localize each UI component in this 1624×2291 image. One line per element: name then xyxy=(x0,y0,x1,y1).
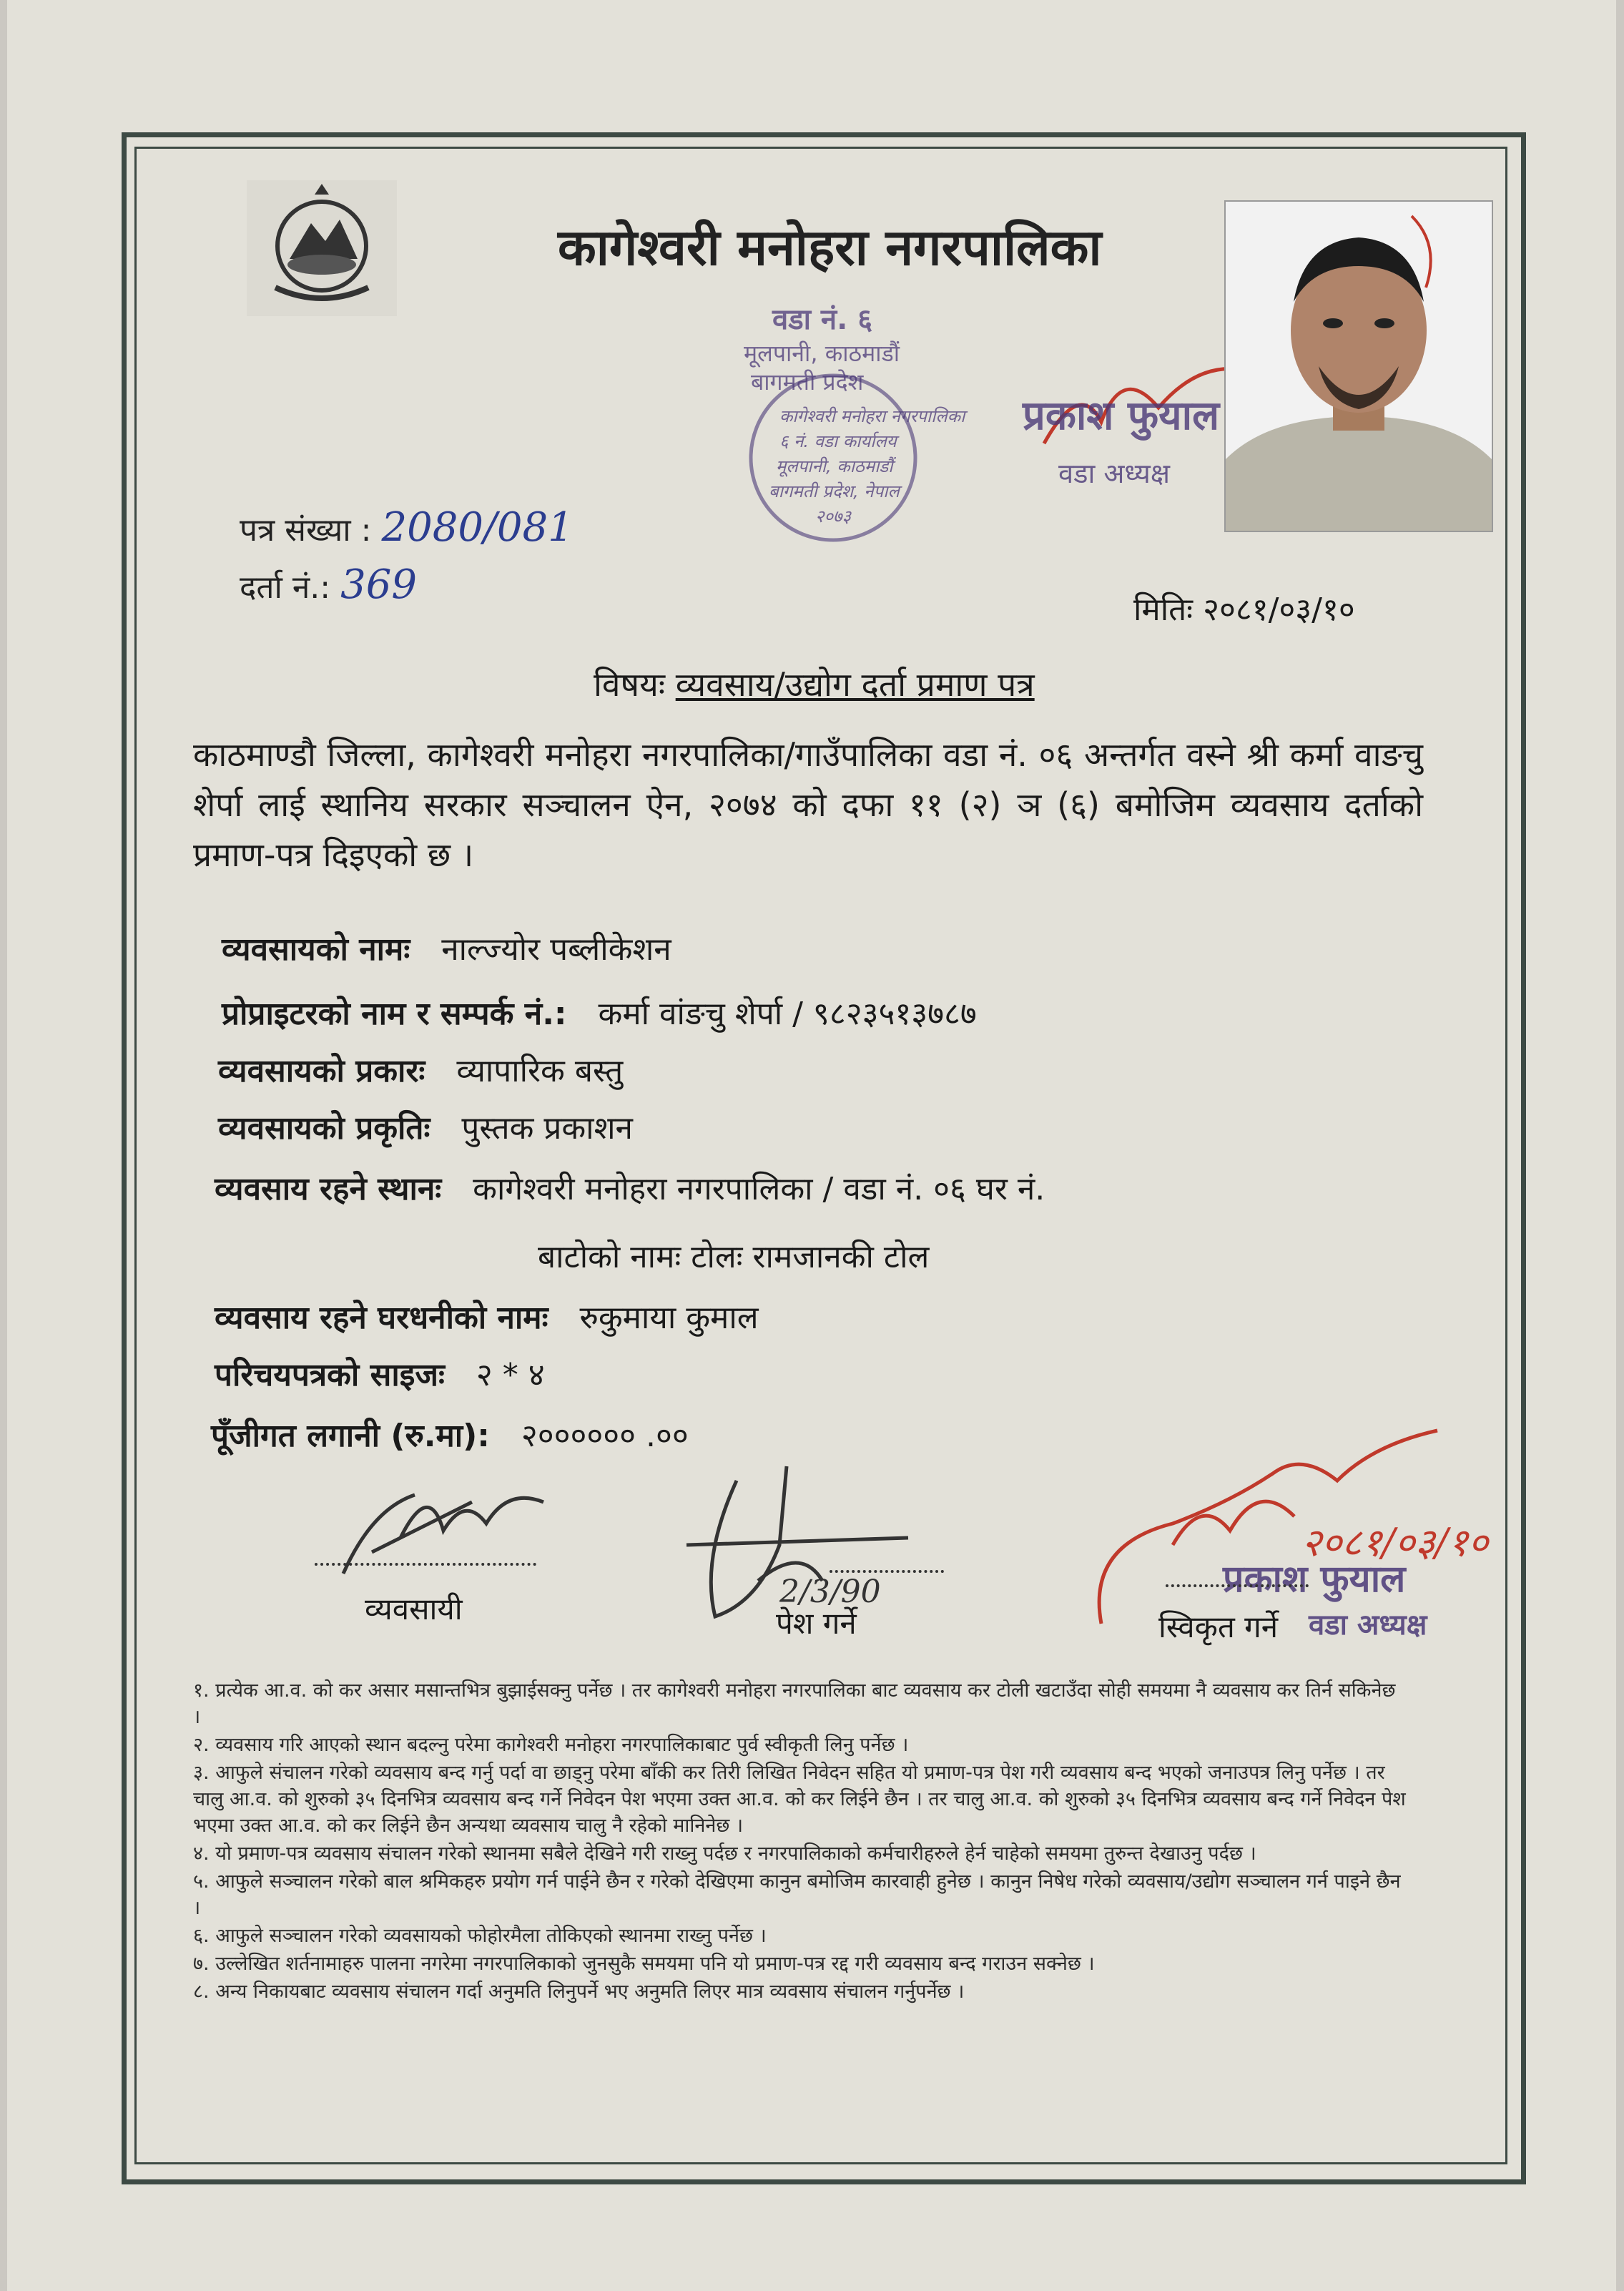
subject-line xyxy=(594,662,1035,706)
business-owner-label: व्यवसायी xyxy=(365,1591,463,1627)
stamp-ward-line-3: बागमती प्रदेश xyxy=(751,368,864,396)
field-landlord xyxy=(215,1295,759,1338)
business-type-label: व्यवसायको प्रकारः xyxy=(218,1053,425,1089)
owner-photo xyxy=(1226,202,1492,531)
field-location xyxy=(215,1166,1045,1209)
proprietor-label: प्रोप्राइटरको नाम र सम्पर्क नं.: xyxy=(222,996,567,1032)
business-name-value: नाल्ज्योर पब्लीकेशन xyxy=(441,931,671,968)
preparer-line xyxy=(830,1570,944,1573)
business-owner-signature xyxy=(329,1452,572,1588)
seal-line-5: २०७३ xyxy=(815,506,851,526)
nepal-emblem-icon xyxy=(247,180,397,316)
registration-number-value: 369 xyxy=(340,561,417,608)
photo-frame xyxy=(1224,200,1493,532)
letter-number-value: 2080/081 xyxy=(381,504,574,551)
letter-number xyxy=(240,504,574,551)
business-nature-value: पुस्तक प्रकाशन xyxy=(461,1110,633,1147)
issue-date-label: मितिः xyxy=(1133,592,1194,628)
seal-line-2: ६ नं. वडा कार्यालय xyxy=(779,431,897,451)
location-value-2: बाटोको नामः टोलः रामजानकी टोल xyxy=(538,1239,930,1275)
registration-number xyxy=(240,561,417,608)
field-business-nature xyxy=(218,1105,633,1148)
proprietor-value: कर्मा वांङचु शेर्पा / ९८२३५१३७८७ xyxy=(598,996,977,1032)
note-item: ३. आफुले संचालन गरेको व्यवसाय बन्द गर्नु पर्दा वा छाड्नु परेमा बाँकी कर तिरी लिखित निवेदन सहित यो प्रमाण-पत्र पेश गरी व्यवसाय बन्द भएको जनाउपत्र लिनु पर्नेछ । तर चालु आ.व. को शुरुको ३५ दिनभित्र व्यवसाय बन्द गर्ने निवेदन पेश भएमा उक्त आ.व. को कर लिईने छैन । तर चालु आ.व. को शुरुको ३५ दिनभित्र व्यवसाय बन्द गर्ने निवेदन पेश भएमा उक्त आ.व. को कर लिईने छैन अन्यथा व्यवसाय चालु नै रहेको मानिनेछ । xyxy=(193,1762,1406,1837)
landlord-label: व्यवसाय रहने घरधनीको नामः xyxy=(215,1300,548,1336)
field-business-type xyxy=(218,1048,623,1091)
note-item: २. व्यवसाय गरि आएको स्थान बदल्नु परेमा कागेश्वरी मनोहरा नगरपालिकाबाट पुर्व स्वीकृती लिनु पर्नेछ । xyxy=(193,1734,909,1756)
stamp-chair-name: प्रकाश फुयाल xyxy=(1023,393,1220,439)
seal-line-1: कागेश्वरी मनोहरा नगरपालिका xyxy=(779,406,965,426)
approver-date: २०८१/०३/१० xyxy=(1301,1520,1489,1565)
field-street xyxy=(538,1234,929,1277)
subject-value: व्यवसाय/उद्योग दर्ता प्रमाण पत्र xyxy=(675,665,1035,704)
business-owner-line xyxy=(315,1563,536,1566)
field-capital xyxy=(211,1413,689,1456)
preparer-label: पेश गर्ने xyxy=(776,1606,857,1641)
business-name-label: व्यवसायको नामः xyxy=(222,931,410,968)
subject-label: विषयः xyxy=(594,665,666,704)
approver-signature xyxy=(1087,1423,1530,1652)
id-size-label: परिचयपत्रको साइजः xyxy=(215,1357,445,1393)
note-item: ५. आफुले सञ्चालन गरेको बाल श्रमिकहरु प्रयोग गर्न पाईने छैन र गरेको देखिएमा कानुन बमोजिम कारवाही हुनेछ । कानुन निषेध गरेको व्यवसाय/उद्योग सञ्चालन गर्न पाइने छैन । xyxy=(193,1870,1401,1919)
ward-office-stamp xyxy=(715,293,1001,565)
field-proprietor xyxy=(222,991,977,1034)
business-type-value: व्यापारिक बस्तु xyxy=(456,1053,624,1089)
location-label: व्यवसाय रहने स्थानः xyxy=(215,1171,442,1207)
issue-date xyxy=(1133,587,1355,629)
stamp-ward-line-2: मूलपानी, काठमाडौं xyxy=(744,340,900,367)
landlord-value: रुकुमाया कुमाल xyxy=(579,1300,759,1336)
location-value: कागेश्वरी मनोहरा नगरपालिका / वडा नं. ०६ घर नं. xyxy=(473,1171,1045,1207)
seal-line-3: मूलपानी, काठमाडौं xyxy=(776,456,893,476)
approver-label: स्विकृत गर्ने xyxy=(1158,1609,1279,1644)
stamp-chair-title: वडा अध्यक्ष xyxy=(1058,458,1170,489)
id-size-value: २ * ४ xyxy=(476,1357,545,1393)
stamp-ward-line-1: वडा नं. ६ xyxy=(772,303,873,336)
seal-line-4: बागमती प्रदेश, नेपाल xyxy=(769,481,900,501)
capital-label: पूँजीगत लगानी (रु.मा): xyxy=(211,1418,490,1454)
conditions-notes xyxy=(193,1677,1409,2006)
preparer-date: 2/3/90 xyxy=(779,1574,881,1610)
capital-value: २०००००० .०० xyxy=(521,1418,689,1454)
field-id-size xyxy=(215,1352,545,1395)
note-item: ८. अन्य निकायबाट व्यवसाय संचालन गर्दा अनुमति लिनुपर्ने भए अनुमति लिएर मात्र व्यवसाय संचालन गर्नुपर्नेछ । xyxy=(193,1981,965,2003)
issue-date-value: २०८१/०३/१० xyxy=(1203,592,1355,628)
note-item: ४. यो प्रमाण-पत्र व्यवसाय संचालन गरेको स्थानमा सबैले देखिने गरी राख्नु पर्दछ र नगरपालिकाको कर्मचारीहरुले हेर्न चाहेको समयमा तुरुन्त देखाउनु पर्दछ । xyxy=(193,1843,1256,1865)
note-item: १. प्रत्येक आ.व. को कर असार मसान्तभित्र बुझाईसक्नु पर्नेछ । तर कागेश्वरी मनोहरा नगरपालिका बाट व्यवसाय कर टोली खटाउँदा सोही समयमा नै व्यवसाय कर तिर्न सकिनेछ । xyxy=(193,1679,1396,1728)
note-item: ७. उल्लेखित शर्तनामाहरु पालना नगरेमा नगरपालिकाको जुनसुकै समयमा पनि यो प्रमाण-पत्र रद्द गरी व्यवसाय बन्द गराउन सक्नेछ । xyxy=(193,1953,1095,1975)
note-item: ६. आफुले सञ्चालन गरेको व्यवसायको फोहोरमैला तोकिएको स्थानमा राख्नु पर्नेछ । xyxy=(193,1925,767,1947)
approver-stamp-name: प्रकाश फुयाल xyxy=(1223,1558,1406,1601)
letter-number-label: पत्र संख्या : xyxy=(240,512,372,549)
field-business-name xyxy=(222,926,671,969)
approver-line xyxy=(1166,1584,1309,1587)
business-nature-label: व्यवसायको प्रकृतिः xyxy=(218,1110,430,1147)
municipality-title: कागेश्वरी मनोहरा नगरपालिका xyxy=(558,218,1102,277)
approver-stamp-title: वडा अध्यक्ष xyxy=(1309,1609,1427,1642)
intro-paragraph: काठमाण्डौ जिल्ला, कागेश्वरी मनोहरा नगरपालिका/गाउँपालिका वडा नं. ०६ अन्तर्गत वस्ने श्री कर्मा वाङचु शेर्पा लाई स्थानिय सरकार सञ्चालन ऐन, २०७४ को दफा ११ (२) ञ (६) बमोजिम व्यवसाय दर्ताको प्रमाण-पत्र दिइएको छ । xyxy=(193,735,1423,874)
registration-number-label: दर्ता नं.: xyxy=(240,569,331,606)
